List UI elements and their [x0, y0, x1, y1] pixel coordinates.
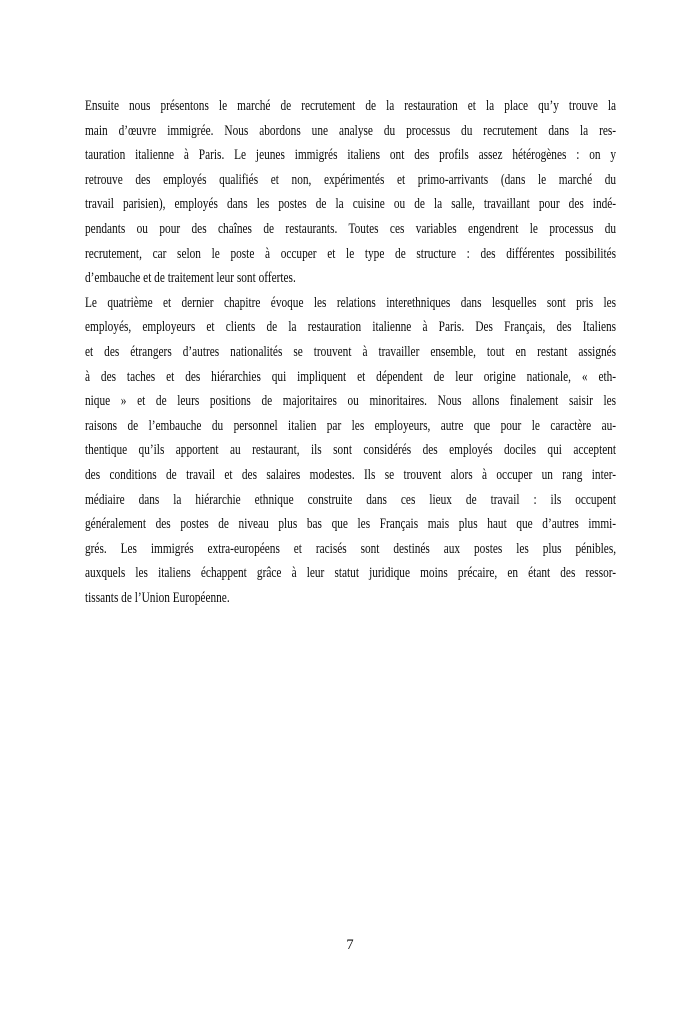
text-line: raisons de l’embauche du personnel italien par les employeurs, autre que pour le caractère au- [85, 417, 617, 434]
text-line: auxquels les italiens échappent grâce à leur statut juridique moins précaire, en étant des ressor- [85, 565, 617, 582]
paragraph-2 [85, 291, 616, 611]
text-line: main d’œuvre immigrée. Nous abordons une analyse du processus du recrutement dans la res- [85, 122, 617, 139]
text-line: généralement des postes de niveau plus bas que les Français mais plus haut que d’autres immi- [85, 516, 617, 533]
page-number: 7 [346, 937, 354, 953]
text-line: grés. Les immigrés extra-européens et racisés sont destinés aux postes les plus pénibles, [85, 540, 617, 557]
text-line: thentique qu’ils apportent au restaurant, ils sont considérés des employés dociles qui acceptent [85, 442, 617, 459]
text-line: retrouve des employés qualifiés et non, expérimentés et primo-arrivants (dans le marché du [85, 171, 617, 188]
body-text [85, 94, 616, 610]
text-line: pendants ou pour des chaînes de restaurants. Toutes ces variables engendrent le processus du [85, 220, 617, 237]
text-line: tauration italienne à Paris. Le jeunes immigrés italiens ont des profils assez hétérogènes : on y [85, 147, 617, 164]
text-line: nique » et de leurs positions de majoritaires ou minoritaires. Nous allons finalement saisir les [85, 393, 617, 410]
text-line: travail parisien), employés dans les postes de la cuisine ou de la salle, travaillant pour des indé- [85, 196, 617, 213]
text-line: employés, employeurs et clients de la restauration italienne à Paris. Des Français, des Italiens [85, 319, 617, 336]
text-line: d’embauche et de traitement leur sont offertes. [85, 270, 296, 287]
text-line: recrutement, car selon le poste à occuper et le type de structure : des différentes possibilités [85, 245, 617, 262]
text-line: et des étrangers d’autres nationalités se trouvent à travailler ensemble, tout en restant assignés [85, 343, 617, 360]
text-line: Ensuite nous présentons le marché de recrutement de la restauration et la place qu’y trouve la [85, 98, 617, 114]
text-line: des conditions de travail et des salaires modestes. Ils se trouvent alors à occuper un rang inter- [85, 466, 617, 483]
text-line: médiaire dans la hiérarchie ethnique construite dans ces lieux de travail : ils occupent [85, 491, 617, 508]
text-line: Le quatrième et dernier chapitre évoque les relations interethniques dans lesquelles sont pris les [85, 294, 617, 311]
paragraph-1 [85, 94, 616, 291]
text-line: tissants de l’Union Européenne. [85, 589, 230, 606]
text-line: à des taches et des hiérarchies qui impliquent et dépendent de leur origine nationale, « eth- [85, 368, 617, 385]
